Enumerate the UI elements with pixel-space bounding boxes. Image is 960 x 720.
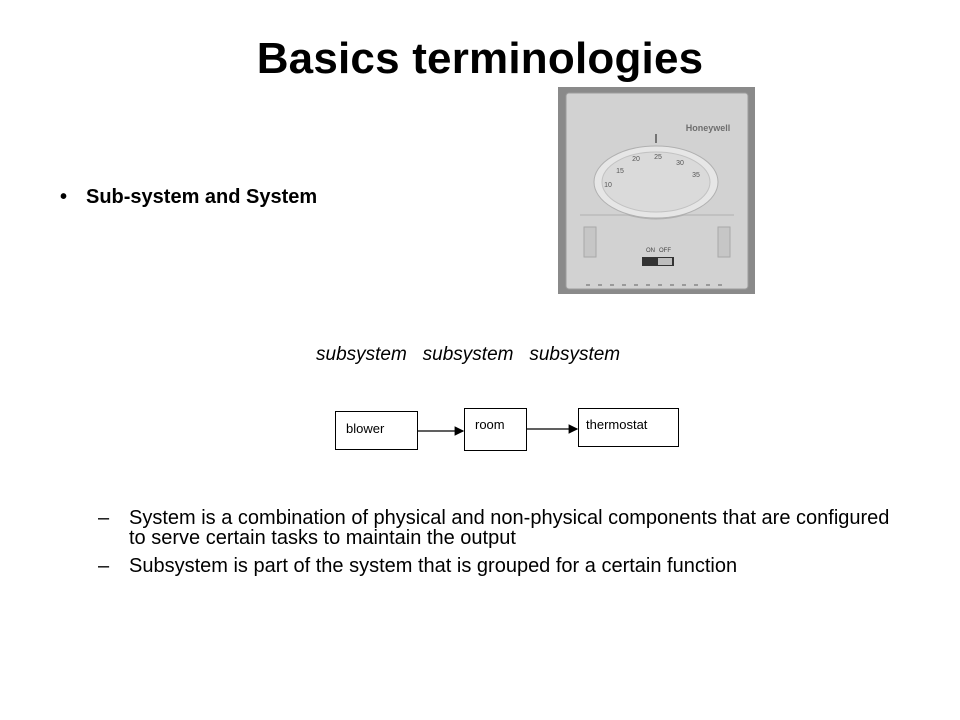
dial-number: 25 — [654, 154, 662, 161]
switch-label-off: OFF — [659, 248, 671, 254]
block-blower — [335, 411, 418, 450]
slide-title: Basics terminologies — [256, 34, 704, 83]
subsystem-label: subsystem — [316, 344, 407, 365]
subsystem-label: subsystem — [422, 344, 514, 365]
sub-bullet-text: Subsystem is part of the system that is grouped for a certain function — [129, 555, 738, 577]
block-label: thermostat — [586, 417, 648, 432]
block-label: room — [475, 417, 505, 432]
dash-marker: – — [98, 507, 110, 529]
bullet-text: Sub-system and System — [86, 186, 318, 208]
sub-bullet-text: System is a combination of physical and non-physical components that are configured to serve certain tasks to maintain the output — [129, 507, 890, 549]
switch-label-on: ON — [646, 248, 655, 254]
sub-bullet-item — [98, 556, 898, 576]
dial-number: 20 — [632, 156, 640, 163]
dial-number: 15 — [616, 168, 624, 175]
bullet-marker: • — [60, 186, 68, 208]
block-label: blower — [346, 421, 385, 436]
dial-number: 10 — [604, 182, 612, 189]
block-room — [464, 408, 527, 451]
sub-bullet-list — [98, 508, 898, 584]
dash-marker: – — [98, 555, 110, 577]
block-thermostat — [578, 408, 679, 447]
brand-text: Honeywell — [685, 123, 731, 133]
dial-number: 35 — [692, 172, 700, 179]
dial-number: 30 — [676, 160, 684, 167]
subsystem-label: subsystem — [529, 344, 621, 365]
sub-bullet-item — [98, 508, 898, 548]
